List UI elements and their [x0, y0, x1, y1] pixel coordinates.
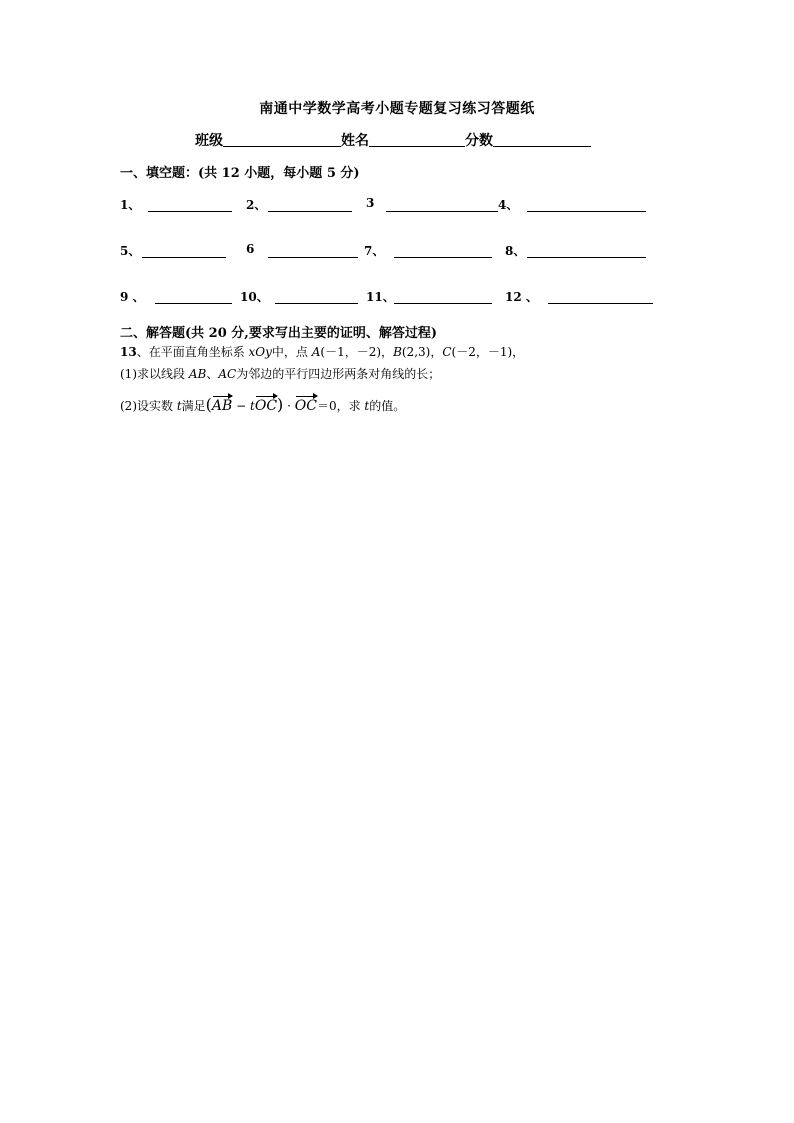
question-13-stem	[120, 343, 524, 360]
name-label: 姓名	[341, 133, 369, 149]
blank-label-7: 7、	[364, 244, 385, 258]
point-b-coords: (2,3)，	[401, 345, 443, 359]
question-13-text: 、在平面直角坐标系	[136, 345, 249, 359]
segment-ab: AB	[188, 367, 207, 381]
page-title: 南通中学数学高考小题专题复习练习答题纸	[259, 101, 535, 117]
question-13-text-mid: 中，点	[271, 345, 312, 359]
blank-line-9[interactable]	[155, 302, 232, 304]
part-2-prefix: (2)设实数	[120, 399, 177, 413]
scalar-t: t	[250, 399, 255, 413]
blank-line-3[interactable]	[386, 210, 498, 212]
student-info-row	[195, 130, 591, 150]
part-1-suffix: 为邻边的平行四边形两条对角线的长；	[236, 367, 441, 381]
point-c-coords: (－2，－1)，	[451, 345, 525, 359]
blank-line-7[interactable]	[394, 256, 492, 258]
blank-line-4[interactable]	[527, 210, 646, 212]
part-2-suffix: 的值。	[369, 399, 406, 413]
vector-oc-2: OC	[295, 395, 317, 414]
segment-ac: AC	[218, 367, 237, 381]
class-field-line[interactable]	[223, 132, 341, 147]
point-a-coords: (－1，－2)，	[320, 345, 394, 359]
blank-line-6[interactable]	[268, 256, 358, 258]
blank-label-3: 3	[366, 196, 375, 210]
question-13-part-2	[120, 395, 405, 414]
variable-t: t	[176, 399, 182, 413]
part-1-prefix: (1)求以线段	[120, 367, 189, 381]
variable-t-2: t	[364, 399, 370, 413]
blank-label-6: 6	[246, 242, 255, 256]
class-label: 班级	[195, 133, 223, 149]
blank-label-4: 4、	[498, 198, 519, 212]
blank-line-2[interactable]	[268, 210, 352, 212]
blank-row-2	[0, 242, 794, 262]
blank-row-3	[0, 288, 794, 308]
minus-sign: −	[232, 399, 251, 413]
equation-tail: ＝0，求	[316, 399, 365, 413]
blank-label-5: 5、	[120, 244, 141, 258]
blank-line-12[interactable]	[548, 302, 653, 304]
coordinate-system-label: xOy	[248, 345, 272, 359]
point-c-name: C	[442, 345, 452, 359]
close-paren: )	[277, 395, 284, 414]
name-field-line[interactable]	[369, 132, 465, 147]
blank-line-11[interactable]	[394, 302, 492, 304]
blank-row-1	[0, 196, 794, 216]
vector-ab: AB	[212, 395, 232, 414]
section-fill-in-heading: 一、填空题：(共 12 小题，每小题 5 分)	[120, 166, 360, 181]
blank-label-12: 12 、	[505, 290, 538, 304]
question-13-part-1	[120, 365, 440, 382]
part-1-separator: 、	[206, 367, 219, 381]
blank-line-10[interactable]	[275, 302, 358, 304]
point-a-name: A	[311, 345, 321, 359]
blank-label-10: 10、	[240, 290, 269, 304]
blank-line-1[interactable]	[148, 210, 232, 212]
part-2-mid: 满足	[181, 399, 206, 413]
dot-product-sign: ·	[283, 399, 295, 413]
point-b-name: B	[393, 345, 402, 359]
open-paren: (	[205, 395, 212, 414]
blank-label-9: 9 、	[120, 290, 145, 304]
blank-label-1: 1、	[120, 198, 141, 212]
blank-line-5[interactable]	[142, 256, 226, 258]
blank-line-8[interactable]	[527, 256, 646, 258]
vector-oc: OC	[255, 395, 277, 414]
blank-label-8: 8、	[505, 244, 526, 258]
section-solution-heading: 二、解答题(共 20 分,要求写出主要的证明、解答过程)	[120, 326, 437, 341]
question-13-number: 13	[120, 345, 137, 359]
blank-label-11: 11、	[366, 290, 395, 304]
score-field-line[interactable]	[493, 132, 591, 147]
blank-label-2: 2、	[246, 198, 267, 212]
score-label: 分数	[465, 133, 493, 149]
